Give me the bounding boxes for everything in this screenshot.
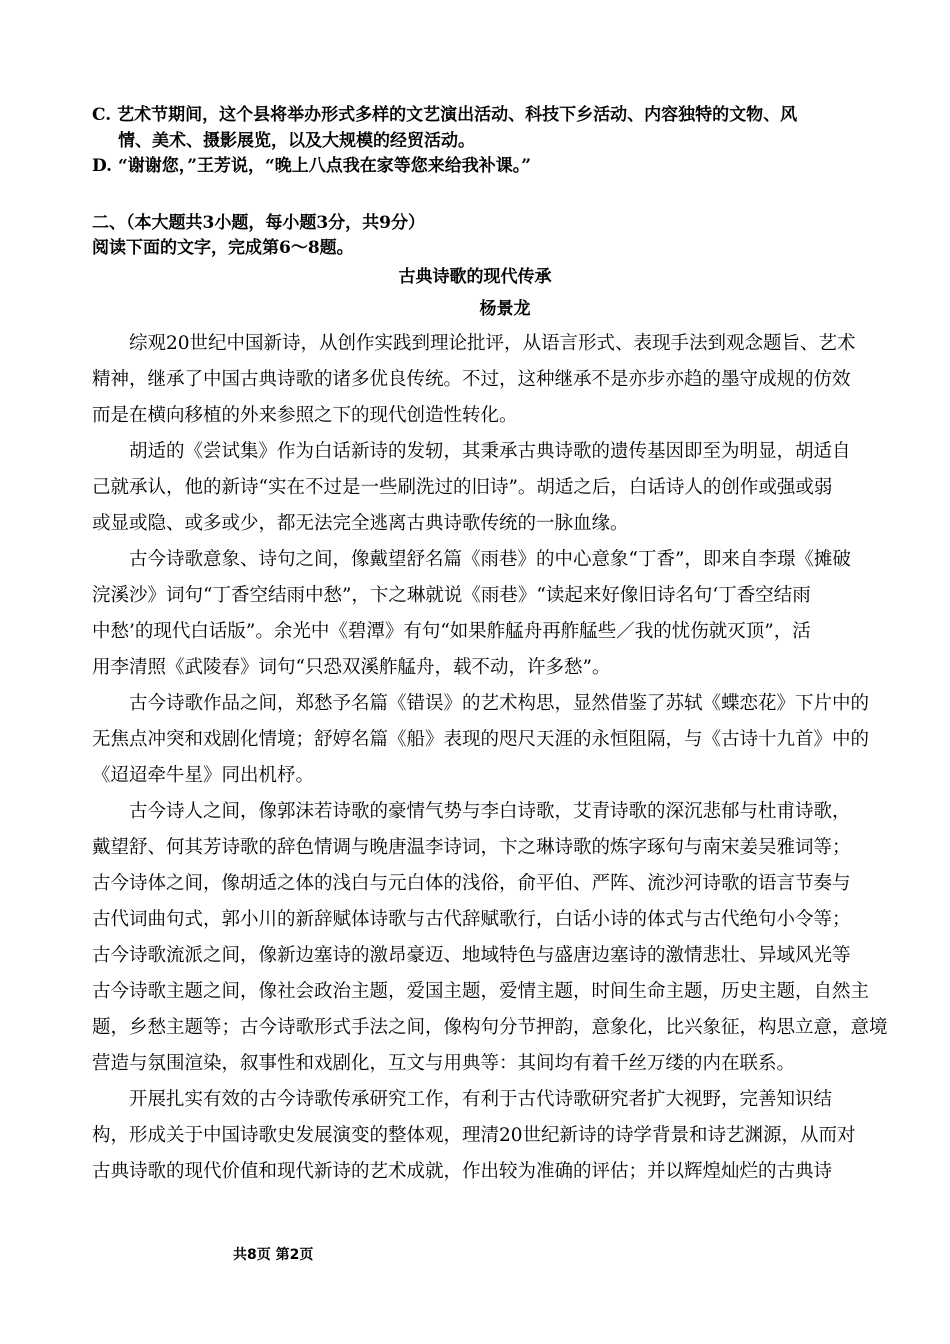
paragraph-6-line-1: 开展扎实有效的古今诗歌传承研究工作，有利于古代诗歌研究者扩大视野，完善知识结 — [129, 1089, 833, 1110]
paragraph-1-line-2: 精神，继承了中国古典诗歌的诸多优良传统。不过，这种继承不是亦步亦趋的墨守成规的仿效 — [92, 369, 851, 390]
paragraph-1-line-3: 而是在横向移植的外来参照之下的现代创造性转化。 — [92, 405, 518, 426]
paragraph-2-line-1: 胡适的《尝试集》作为白话新诗的发轫，其秉承古典诗歌的遗传基因即至为明显，胡适自 — [129, 441, 851, 462]
paragraph-1-line-1: 综观20世纪中国新诗，从创作实践到理论批评，从语言形式、表现手法到观念题旨、艺术 — [129, 333, 856, 354]
section-heading: 二、（本大题共3小题，每小题3分，共9分） — [92, 213, 425, 233]
paragraph-2-line-3: 或显或隐、或多或少，都无法完全逃离古典诗歌传统的一脉血缘。 — [92, 513, 629, 534]
paragraph-3-line-4: 用李清照《武陵春》词句“只恐双溪舴艋舟，载不动，许多愁”。 — [92, 657, 611, 678]
paragraph-5-line-1: 古今诗人之间，像郭沫若诗歌的豪情气势与李白诗歌，艾青诗歌的深沉悲郁与杜甫诗歌， — [129, 801, 851, 822]
paragraph-2-line-2: 己就承认，他的新诗“实在不过是一些刷洗过的旧诗”。胡适之后，白话诗人的创作或强或弱 — [92, 477, 833, 498]
paragraph-5-line-8: 营造与氛围渲染，叙事性和戏剧化，互文与用典等：其间均有着千丝万缕的内在联系。 — [92, 1053, 796, 1074]
page-number: 共8页 第2页 — [233, 1247, 314, 1263]
paragraph-5-line-4: 古代词曲句式，郭小川的新辞赋体诗歌与古代辞赋歌行，白话小诗的体式与古代绝句小令等； — [92, 909, 851, 930]
paragraph-4-line-2: 无焦点冲突和戏剧化情境；舒婷名篇《船》表现的咫尺天涯的永恒阻隔，与《古诗十九首》中的 — [92, 729, 870, 750]
article-title: 古典诗歌的现代传承 — [398, 267, 552, 287]
paragraph-6-line-3: 古典诗歌的现代价值和现代新诗的艺术成就，作出较为准确的评估；并以辉煌灿烂的古典诗 — [92, 1161, 833, 1182]
article-body — [92, 326, 888, 1190]
paragraph-5-line-3: 古今诗体之间，像胡适之体的浅白与元白体的浅俗，俞平伯、严阵、流沙河诗歌的语言节奏与 — [92, 873, 851, 894]
option-d: D. “谢谢您，”王芳说，“晚上八点我在家等您来给我补课。” — [92, 156, 532, 176]
paragraph-5-line-2: 戴望舒、何其芳诗歌的辞色情调与晚唐温李诗词，卞之琳诗歌的炼字琢句与南宋姜吴雅词等； — [92, 837, 851, 858]
paragraph-6-line-2: 构，形成关于中国诗歌史发展演变的整体观，理清20世纪新诗的诗学背景和诗艺渊源，从而对 — [92, 1125, 856, 1146]
article-author: 杨景龙 — [479, 299, 531, 319]
paragraph-3-line-2: 浣溪沙》词句“丁香空结雨中愁”，卞之琳就说《雨巷》“读起来好像旧诗名句‘丁香空结雨 — [92, 585, 811, 606]
paragraph-5-line-6: 古今诗歌主题之间，像社会政治主题，爱国主题，爱情主题，时间生命主题，历史主题，自然主 — [92, 981, 870, 1002]
paragraph-5-line-5: 古今诗歌流派之间，像新边塞诗的激昂豪迈、地域特色与盛唐边塞诗的激情悲壮、异域风光等 — [92, 945, 851, 966]
section-instruction: 阅读下面的文字，完成第6～8题。 — [92, 238, 354, 258]
paragraph-3-line-3: 中愁’的现代白话版”。余光中《碧潭》有句“如果舴艋舟再舴艋些／我的忧伤就灭顶”，活 — [92, 621, 811, 642]
paragraph-3-line-1: 古今诗歌意象、诗句之间，像戴望舒名篇《雨巷》的中心意象“丁香”，即来自李璟《摊破 — [129, 549, 851, 570]
option-c-line-2: 情、美术、摄影展览，以及大规模的经贸活动。 — [118, 131, 475, 151]
paragraph-4-line-1: 古今诗歌作品之间，郑愁予名篇《错误》的艺术构思，显然借鉴了苏轼《蝶恋花》下片中的 — [129, 693, 870, 714]
option-c-line-1: C. 艺术节期间，这个县将举办形式多样的文艺演出活动、科技下乡活动、内容独特的文物、风 — [92, 105, 798, 125]
paragraph-5-line-7: 题，乡愁主题等；古今诗歌形式手法之间，像构句分节押韵，意象化，比兴象征，构思立意，意境 — [92, 1017, 888, 1038]
paragraph-4-line-3: 《迢迢牵牛星》同出机杼。 — [92, 765, 315, 786]
